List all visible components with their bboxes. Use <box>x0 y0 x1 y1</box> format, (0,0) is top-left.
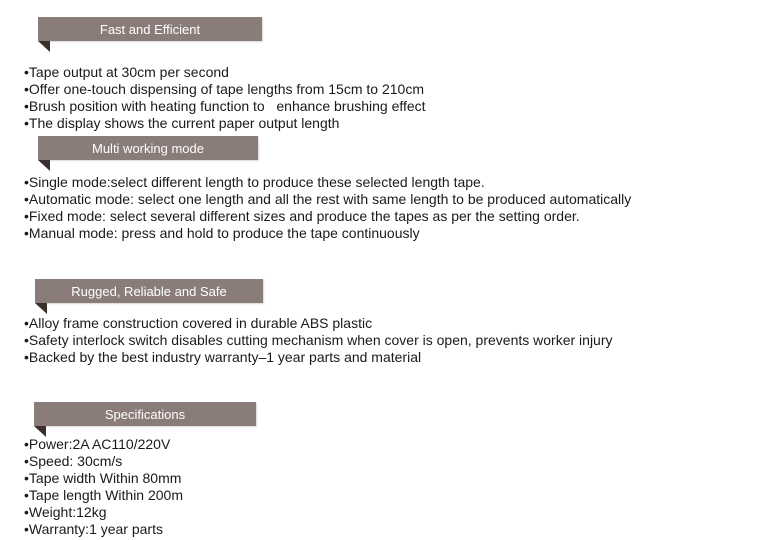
list-item: • Safety interlock switch disables cutting mechanism when cover is open, prevents worker injury <box>24 332 638 349</box>
section-banner-fast-and-efficient: Fast and Efficient <box>38 17 262 41</box>
list-item: • Offer one-touch dispensing of tape lengths from 15cm to 210cm <box>24 81 638 98</box>
bullet-list-rugged-reliable-safe <box>24 315 638 366</box>
banner-fold <box>38 41 50 52</box>
list-item: • Automatic mode: select one length and all the rest with same length to be produced automatically <box>24 191 638 208</box>
section-banner-rugged-reliable-safe: Rugged, Reliable and Safe <box>35 279 263 303</box>
list-item: • Alloy frame construction covered in durable ABS plastic <box>24 315 638 332</box>
banner-fold <box>38 160 50 171</box>
list-item: • Power:2A AC110/220V <box>24 436 638 453</box>
list-item: • The display shows the current paper output length <box>24 115 638 132</box>
banner-fold <box>35 303 47 314</box>
list-item: • Tape length Within 200m <box>24 487 638 504</box>
list-item: • Tape width Within 80mm <box>24 470 638 487</box>
list-item: • Weight:12kg <box>24 504 638 521</box>
bullet-list-multi-working-mode <box>24 174 638 242</box>
section-banner-multi-working-mode: Multi working mode <box>38 136 258 160</box>
list-item: • Warranty:1 year parts <box>24 521 638 538</box>
list-item: • Tape output at 30cm per second <box>24 64 638 81</box>
list-item: • Brush position with heating function to enhance brushing effect <box>24 98 638 115</box>
list-item: • Fixed mode: select several different sizes and produce the tapes as per the setting order. <box>24 208 638 225</box>
section-banner-specifications: Specifications <box>34 402 256 426</box>
bullet-list-fast-and-efficient <box>24 64 638 132</box>
list-item: • Backed by the best industry warranty–1 year parts and material <box>24 349 638 366</box>
list-item: • Speed: 30cm/s <box>24 453 638 470</box>
bullet-list-specifications <box>24 436 638 538</box>
list-item: • Manual mode: press and hold to produce the tape continuously <box>24 225 638 242</box>
list-item: • Single mode:select different length to produce these selected length tape. <box>24 174 638 191</box>
